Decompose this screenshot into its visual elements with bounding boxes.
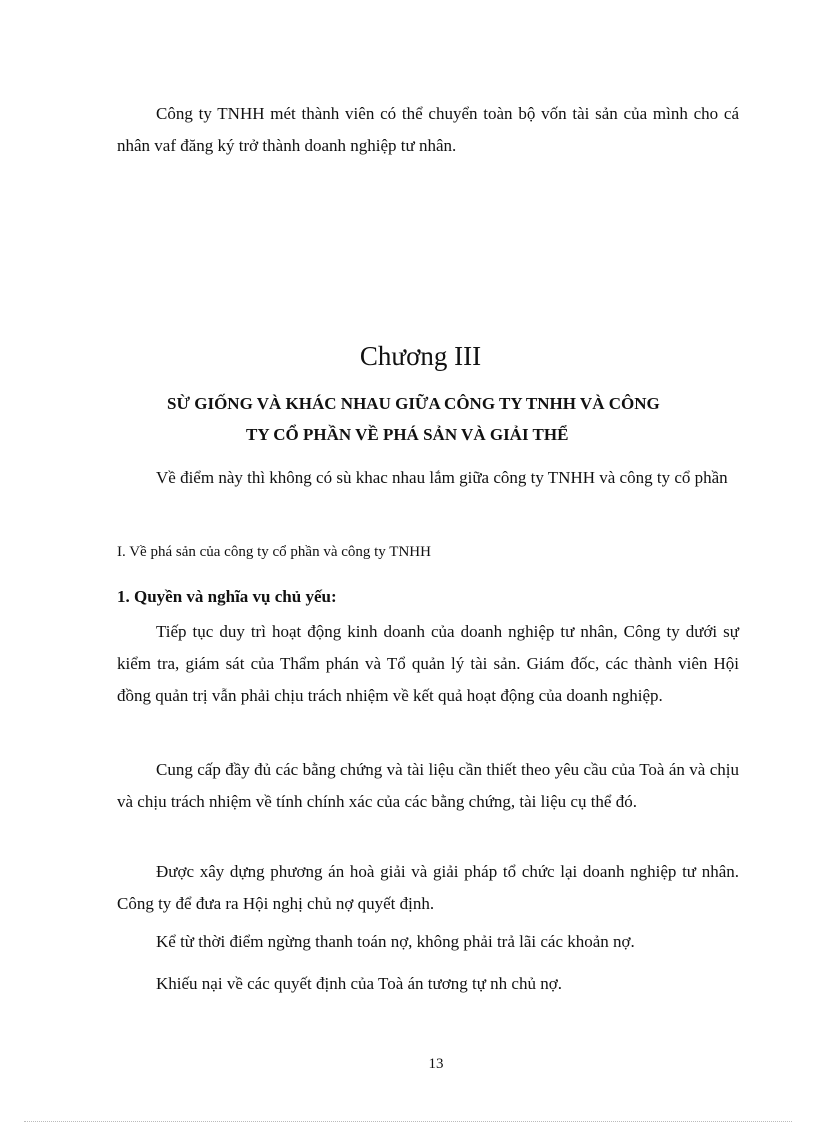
subsection-heading: 1. Quyền và nghĩa vụ chủ yếu: bbox=[117, 587, 337, 606]
chapter-subtitle-line-1: SỪ GIỐNG VÀ KHÁC NHAU GIỮA CÔNG TY TNHH VÀ CÔNG bbox=[167, 394, 660, 413]
page-number: 13 bbox=[428, 1056, 444, 1072]
body-paragraph-5: Khiếu nại về các quyết định của Toà án tương tự nh chủ nợ. bbox=[156, 974, 562, 993]
chapter-subtitle-line-2: TY CỔ PHẦN VỀ PHÁ SẢN VÀ GIẢI THỂ bbox=[246, 425, 569, 444]
body-paragraph-4: Kể từ thời điểm ngừng thanh toán nợ, không phải trả lãi các khoản nợ. bbox=[156, 932, 635, 951]
page-bottom-divider bbox=[24, 1121, 792, 1122]
chapter-intro-paragraph: Về điểm này thì không có sù khac nhau lắm giữa công ty TNHH và công ty cổ phần bbox=[156, 468, 728, 487]
section-heading: I. Về phá sản của công ty cổ phần và công ty TNHH bbox=[117, 544, 431, 560]
body-paragraph-1: Tiếp tục duy trì hoạt động kinh doanh của doanh nghiệp tư nhân, Công ty dưới sự kiểm tra, giám sát của Thẩm phán và Tổ quản lý tài sản. Giám đốc, các thành viên Hội đồng quản trị vẫn phải chịu trách nhiệm về kết quả hoạt động của doanh nghiệp. bbox=[117, 622, 739, 705]
body-paragraph-3: Được xây dựng phương án hoà giải và giải pháp tổ chức lại doanh nghiệp tư nhân. Công ty để đưa ra Hội nghị chủ nợ quyết định. bbox=[117, 862, 739, 913]
intro-paragraph: Công ty TNHH mét thành viên có thể chuyển toàn bộ vốn tài sản của mình cho cá nhân vaf đăng ký trở thành doanh nghiệp tư nhân. bbox=[117, 104, 739, 155]
chapter-title: Chương III bbox=[359, 341, 482, 371]
body-paragraph-2: Cung cấp đầy đủ các bằng chứng và tài liệu cần thiết theo yêu cầu của Toà án và chịu và chịu trách nhiệm về tính chính xác của các bằng chứng, tài liệu cụ thể đó. bbox=[117, 760, 739, 811]
